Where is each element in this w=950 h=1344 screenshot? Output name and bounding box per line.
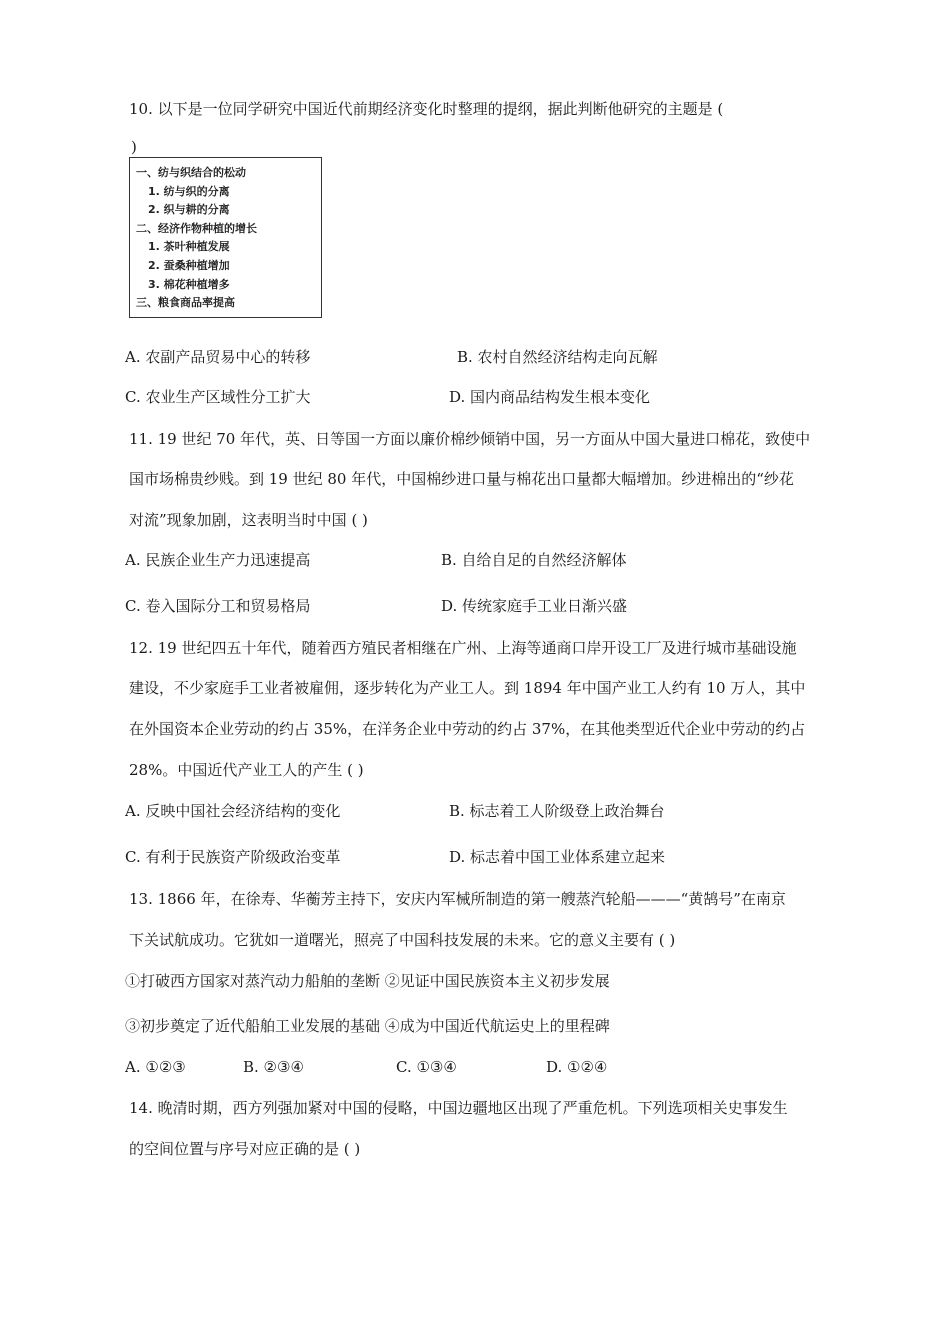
q12-option-d: D. 标志着中国工业体系建立起来 — [449, 848, 666, 866]
q12-stem-line-2: 建设，不少家庭手工业者被雇佣，逐步转化为产业工人。到 1894 年中国产业工人约有 10 万人，其中 — [129, 679, 806, 697]
q13-option-d: D. ①②④ — [546, 1058, 608, 1076]
q13-option-a: A. ①②③ — [125, 1058, 186, 1076]
outline-heading-3: 三、粮食商品率提高 — [136, 296, 235, 310]
q10-stem-line-2: ) — [131, 138, 137, 156]
q13-items-1-2: ①打破西方国家对蒸汽动力船舶的垄断 ②见证中国民族资本主义初步发展 — [125, 972, 610, 990]
q14-stem-line-1: 14. 晚清时期，西方列强加紧对中国的侵略，中国边疆地区出现了严重危机。下列选项相关史事发生 — [129, 1099, 788, 1117]
q10-outline-figure — [129, 157, 322, 318]
q13-items-3-4: ③初步奠定了近代船舶工业发展的基础 ④成为中国近代航运史上的里程碑 — [125, 1017, 610, 1035]
q10-option-a: A. 农副产品贸易中心的转移 — [125, 348, 311, 366]
outline-item-2-3: 3. 棉花种植增多 — [148, 277, 230, 291]
outline-item-1-1: 1. 纺与织的分离 — [148, 184, 230, 198]
q12-stem-line-1: 12. 19 世纪四五十年代，随着西方殖民者相继在广州、上海等通商口岸开设工厂及进行城市基础设施 — [129, 639, 797, 657]
q12-option-b: B. 标志着工人阶级登上政治舞台 — [449, 802, 665, 820]
q10-option-d: D. 国内商品结构发生根本变化 — [449, 388, 651, 406]
q10-stem-line-1: 10. 以下是一位同学研究中国近代前期经济变化时整理的提纲，据此判断他研究的主题是 ( — [129, 100, 724, 118]
q11-option-a: A. 民族企业生产力迅速提高 — [125, 551, 311, 569]
q11-option-b: B. 自给自足的自然经济解体 — [441, 551, 627, 569]
q11-stem-line-3: 对流”现象加剧，这表明当时中国 ( ) — [129, 511, 368, 529]
q14-stem-line-2: 的空间位置与序号对应正确的是 ( ) — [129, 1140, 361, 1158]
q10-option-c: C. 农业生产区域性分工扩大 — [125, 388, 311, 406]
q13-option-c: C. ①③④ — [396, 1058, 457, 1076]
q13-option-b: B. ②③④ — [243, 1058, 304, 1076]
q12-option-a: A. 反映中国社会经济结构的变化 — [125, 802, 341, 820]
q10-option-b: B. 农村自然经济结构走向瓦解 — [457, 348, 658, 366]
outline-heading-2: 二、经济作物种植的增长 — [136, 221, 257, 235]
q11-option-d: D. 传统家庭手工业日渐兴盛 — [441, 597, 628, 615]
q13-stem-line-1: 13. 1866 年，在徐寿、华蘅芳主持下，安庆内军械所制造的第一艘蒸汽轮船———“黄鹄号”在南京 — [129, 890, 786, 908]
q12-option-c: C. 有利于民族资产阶级政治变革 — [125, 848, 341, 866]
q13-stem-line-2: 下关试航成功。它犹如一道曙光，照亮了中国科技发展的未来。它的意义主要有 ( ) — [129, 931, 676, 949]
q12-stem-line-4: 28%。中国近代产业工人的产生 ( ) — [129, 761, 364, 779]
q11-option-c: C. 卷入国际分工和贸易格局 — [125, 597, 311, 615]
outline-item-1-2: 2. 织与耕的分离 — [148, 203, 230, 217]
outline-heading-1: 一、纺与织结合的松动 — [136, 166, 246, 179]
q12-stem-line-3: 在外国资本企业劳动的约占 35%，在洋务企业中劳动的约占 37%，在其他类型近代企业中劳动的约占 — [129, 720, 806, 738]
outline-item-2-1: 1. 茶叶种植发展 — [148, 240, 230, 254]
outline-item-2-2: 2. 蚕桑种植增加 — [148, 258, 230, 272]
q11-stem-line-2: 国市场棉贵纱贱。到 19 世纪 80 年代，中国棉纱进口量与棉花出口量都大幅增加。纱进棉出的“纱花 — [129, 470, 794, 488]
q11-stem-line-1: 11. 19 世纪 70 年代，英、日等国一方面以廉价棉纱倾销中国，另一方面从中国大量进口棉花，致使中 — [129, 430, 811, 448]
